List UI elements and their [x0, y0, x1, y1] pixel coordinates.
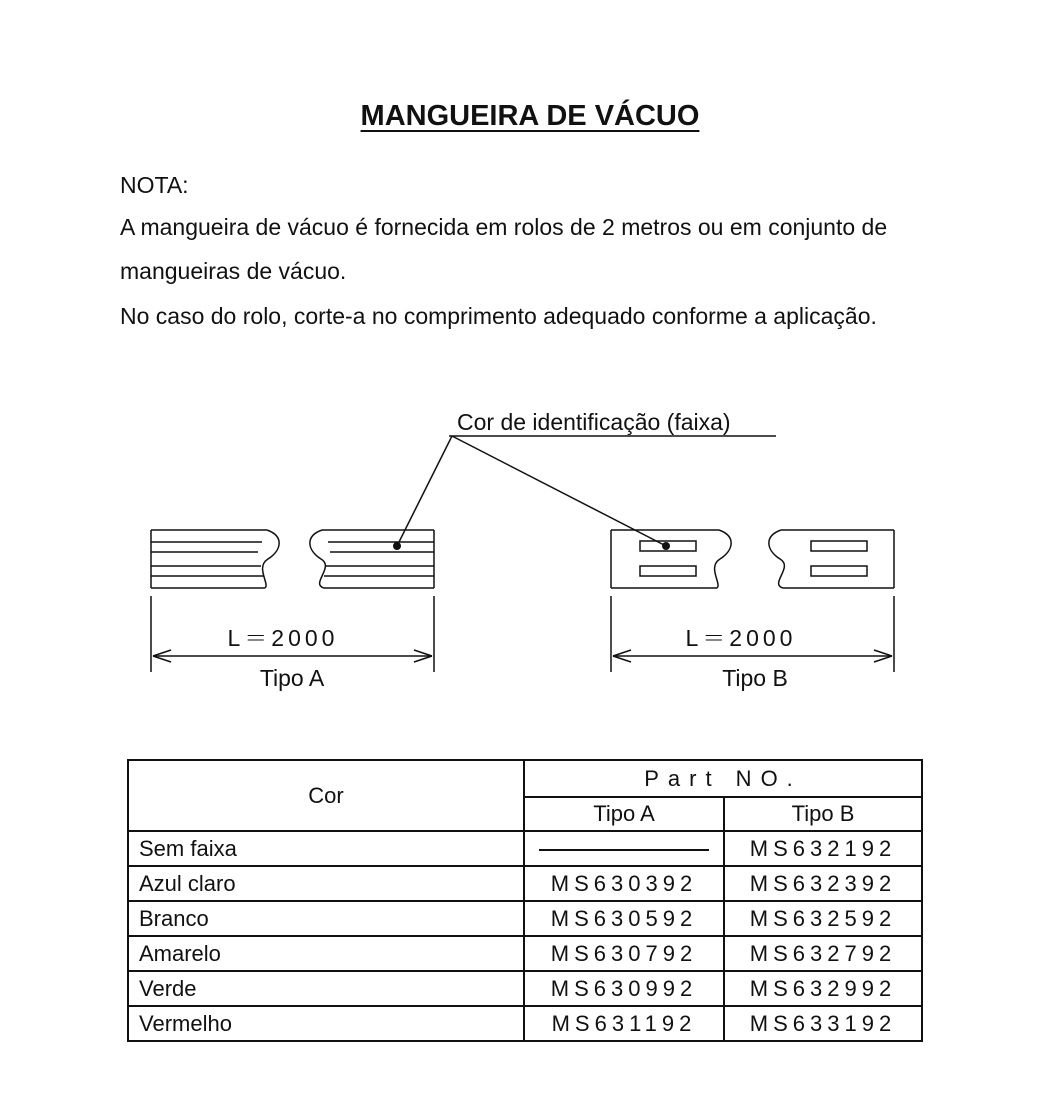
- type-b-cell: MS632992: [724, 971, 922, 1006]
- color-cell: Amarelo: [128, 936, 524, 971]
- type-b-cell: MS632392: [724, 866, 922, 901]
- type-b-label: Tipo B: [722, 665, 788, 691]
- callout-dot-a: [393, 542, 401, 550]
- table-row: [128, 971, 922, 1006]
- header-color: Cor: [128, 760, 524, 831]
- type-a-length: L＝2000: [227, 625, 339, 651]
- table-row: [128, 936, 922, 971]
- type-b-cell: MS632592: [724, 901, 922, 936]
- type-a-cell-empty: [524, 831, 724, 866]
- callout-dot-b: [662, 542, 670, 550]
- table-row: [128, 831, 922, 866]
- note-line-2: mangueiras de vácuo.: [120, 258, 347, 284]
- note-line-1: A mangueira de vácuo é fornecida em rolos de 2 metros ou em conjunto de: [120, 214, 888, 240]
- part-number-table: [127, 759, 923, 1042]
- type-a-cell: MS630392: [524, 866, 724, 901]
- type-a-cell: MS630992: [524, 971, 724, 1006]
- type-b-length: L＝2000: [685, 625, 797, 651]
- color-cell: Vermelho: [128, 1006, 524, 1041]
- callout-label: Cor de identificação (faixa): [457, 409, 731, 435]
- note-heading: NOTA:: [120, 172, 189, 198]
- header-part-no: Part NO.: [524, 760, 922, 797]
- type-a-cell: MS630592: [524, 901, 724, 936]
- table-row: [128, 866, 922, 901]
- type-a-cell: MS631192: [524, 1006, 724, 1041]
- type-a-cell: MS630792: [524, 936, 724, 971]
- header-type-a: Tipo A: [524, 797, 724, 831]
- type-b-cell: MS632192: [724, 831, 922, 866]
- table-row: [128, 901, 922, 936]
- type-b-cell: MS632792: [724, 936, 922, 971]
- color-cell: Branco: [128, 901, 524, 936]
- page-title-text: MANGUEIRA DE VÁCUO: [360, 100, 700, 132]
- color-cell: Verde: [128, 971, 524, 1006]
- no-part-dash: [539, 849, 709, 851]
- table-row: [128, 1006, 922, 1041]
- type-b-cell: MS633192: [724, 1006, 922, 1041]
- table-header-row: [128, 760, 922, 797]
- note-line-3: No caso do rolo, corte-a no comprimento adequado conforme a aplicação.: [120, 303, 877, 329]
- header-type-b: Tipo B: [724, 797, 922, 831]
- type-a-label: Tipo A: [259, 665, 325, 691]
- color-cell: Azul claro: [128, 866, 524, 901]
- color-cell: Sem faixa: [128, 831, 524, 866]
